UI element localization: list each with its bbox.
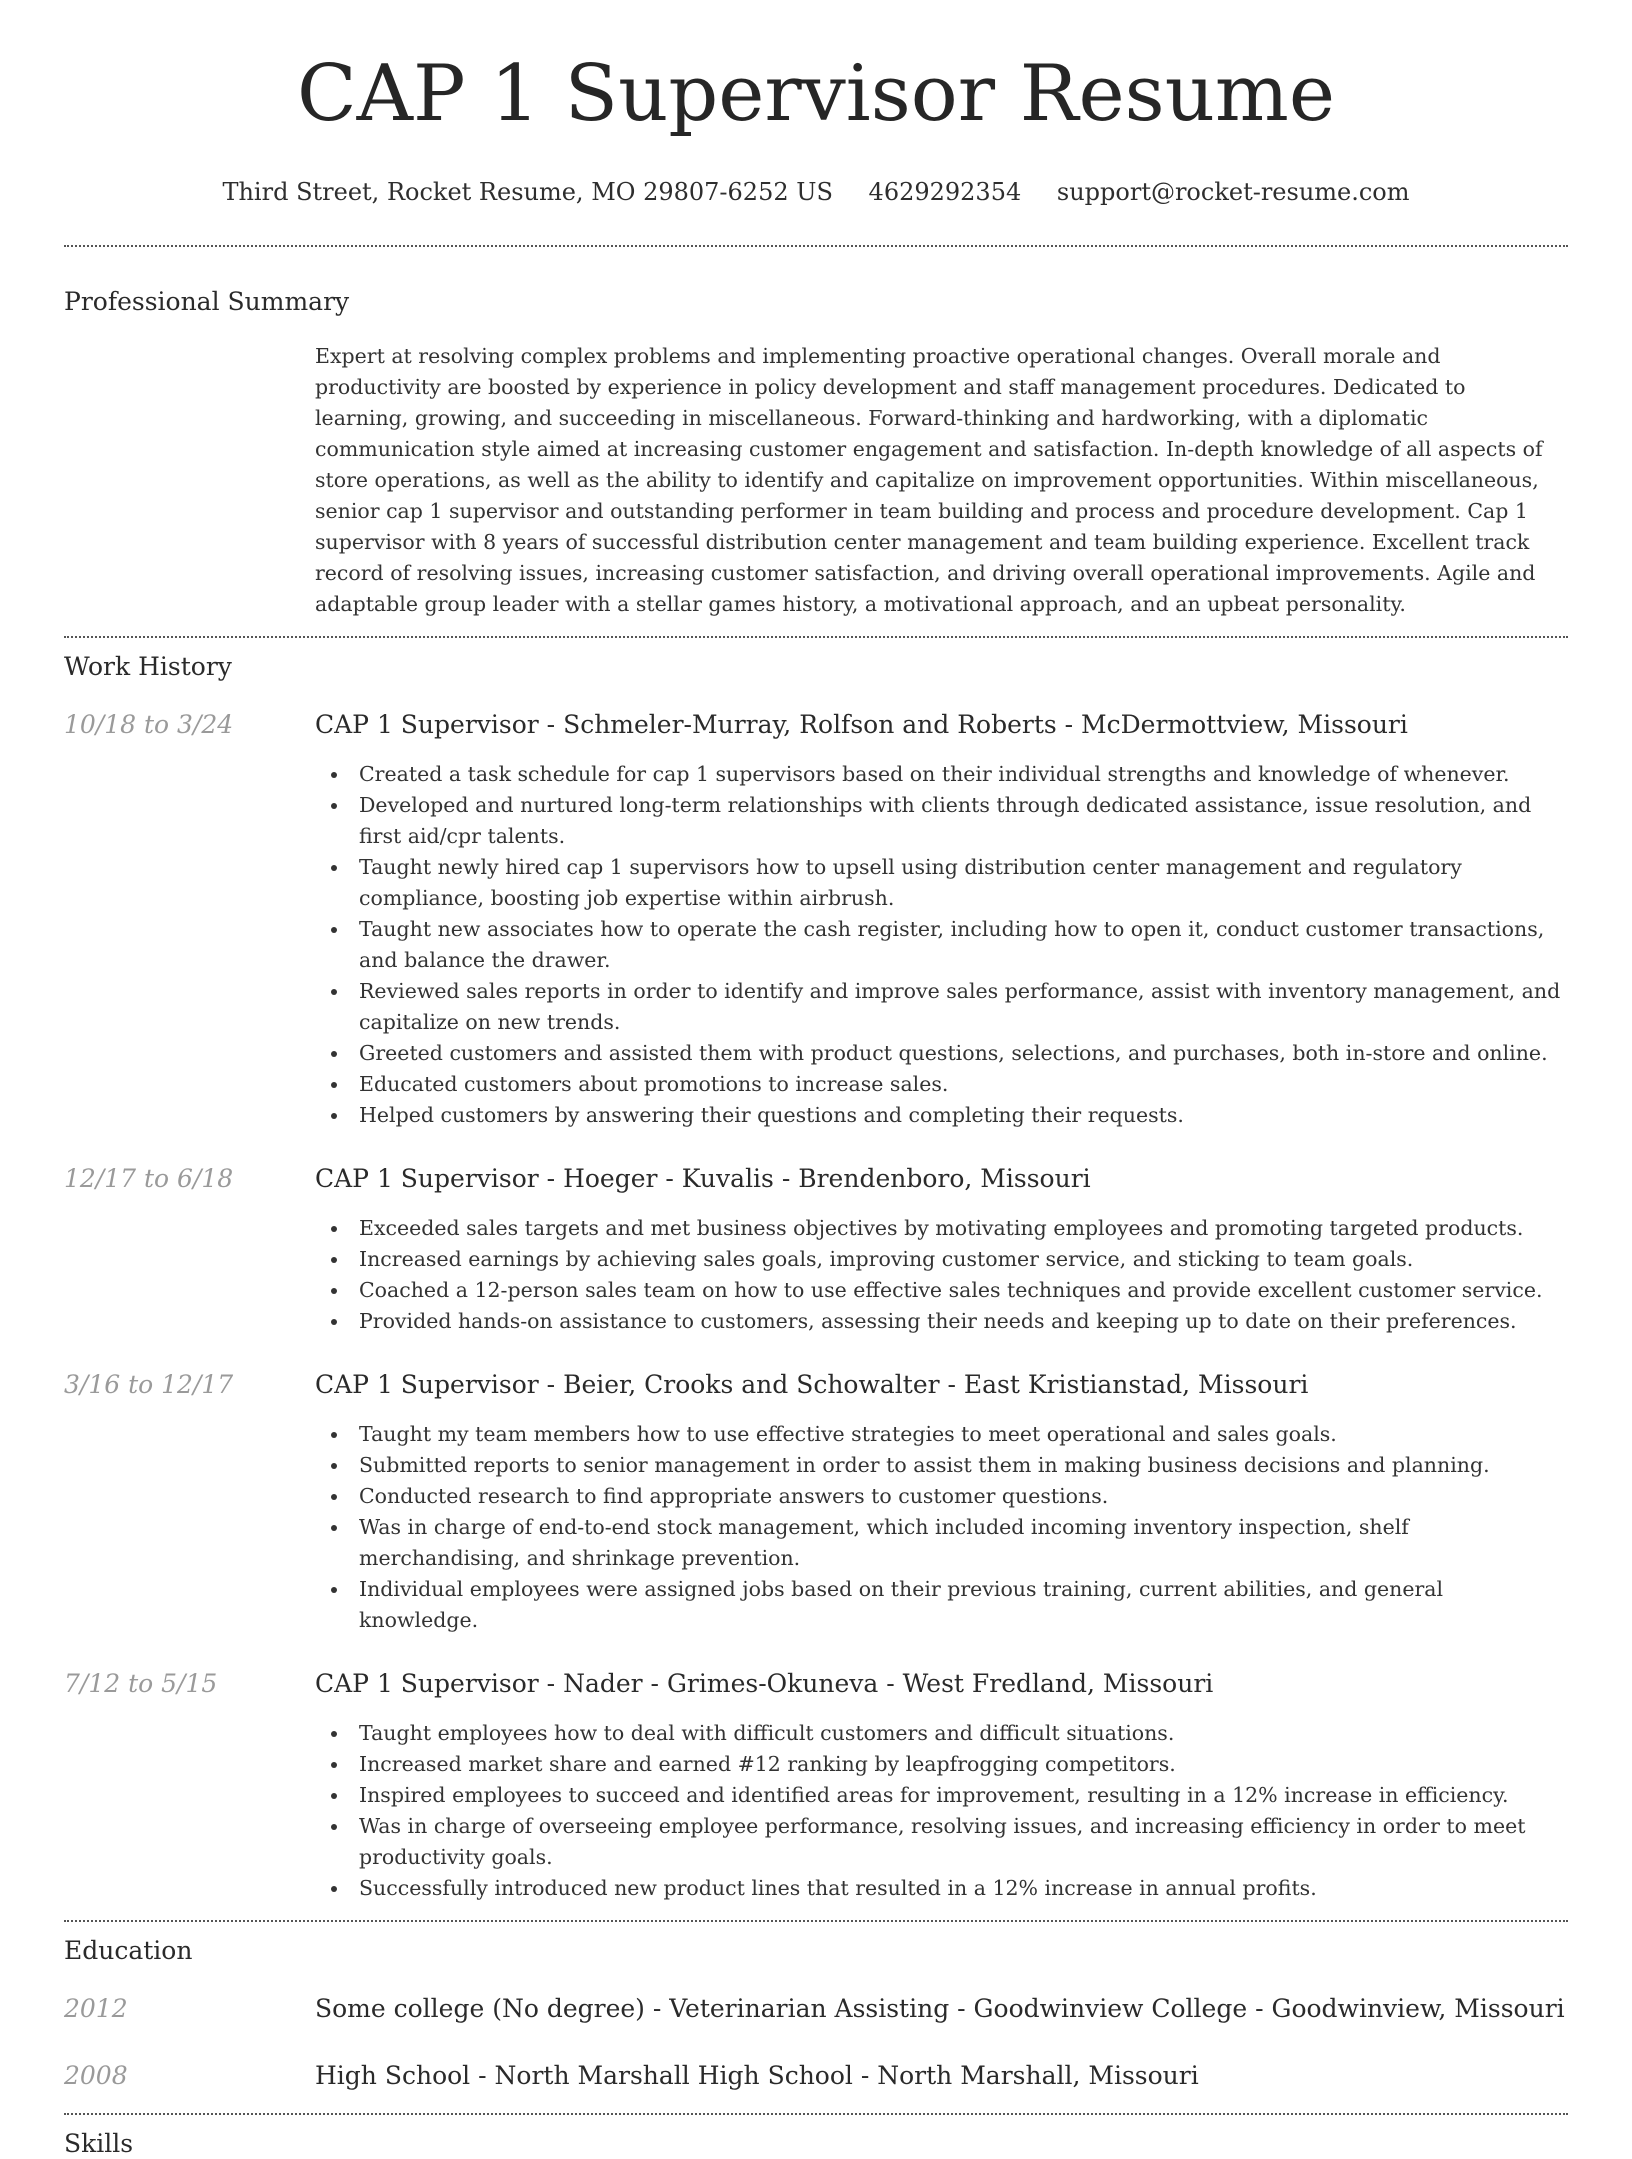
job-entry [0,1669,1632,1904]
list-item: Created a task schedule for cap 1 supervisors based on their individual strengths and knowledge of whenever. [315,759,1565,790]
section-divider [64,1920,1568,1922]
contact-email: support@rocket-resume.com [1056,177,1410,206]
job-entry [0,710,1632,1131]
list-item: Greeted customers and assisted them with product questions, selections, and purchases, both in-store and online. [315,1038,1565,1069]
job-date: 7/12 to 5/15 [64,1668,218,1698]
job-bullets [315,1419,1565,1636]
resume-title: CAP 1 Supervisor Resume [296,49,1336,139]
education-heading: Education [64,1935,193,1965]
list-item: Taught employees how to deal with difficult customers and difficult situations. [315,1718,1565,1749]
list-item: Inspired employees to succeed and identified areas for improvement, resulting in a 12% increase in efficiency. [315,1780,1565,1811]
job-title: CAP 1 Supervisor - Nader - Grimes-Okuneva - West Fredland, Missouri [315,1668,1214,1698]
job-date: 10/18 to 3/24 [64,709,234,739]
list-item: Taught newly hired cap 1 supervisors how to upsell using distribution center management and regulatory compliance, boosting job expertise within airbrush. [315,852,1565,914]
list-item: Conducted research to find appropriate answers to customer questions. [315,1481,1565,1512]
job-bullets [315,1213,1565,1337]
job-entry [0,1370,1632,1636]
list-item: Reviewed sales reports in order to identify and improve sales performance, assist with inventory management, and capitalize on new trends. [315,976,1565,1038]
job-bullets [315,759,1565,1131]
list-item: Successfully introduced new product lines that resulted in a 12% increase in annual profits. [315,1873,1565,1904]
contact-address: Third Street, Rocket Resume, MO 29807-6252 US [222,177,833,206]
section-divider [64,245,1568,247]
list-item: Was in charge of overseeing employee performance, resolving issues, and increasing efficiency in order to meet productivity goals. [315,1811,1565,1873]
job-entry [0,1164,1632,1337]
list-item: Submitted reports to senior management in order to assist them in making business decisions and planning. [315,1450,1565,1481]
section-divider [64,2113,1568,2115]
list-item: Was in charge of end-to-end stock management, which included incoming inventory inspection, shelf merchandising, and shrinkage prevention. [315,1512,1565,1574]
job-title: CAP 1 Supervisor - Hoeger - Kuvalis - Brendenboro, Missouri [315,1163,1091,1193]
education-entry [0,2061,1632,2091]
job-title: CAP 1 Supervisor - Schmeler-Murray, Rolfson and Roberts - McDermottview, Missouri [315,709,1408,739]
list-item: Educated customers about promotions to increase sales. [315,1069,1565,1100]
list-item: Developed and nurtured long-term relationships with clients through dedicated assistance, issue resolution, and first aid/cpr talents. [315,790,1565,852]
job-date: 12/17 to 6/18 [64,1163,234,1193]
summary-heading: Professional Summary [64,286,350,316]
list-item: Individual employees were assigned jobs based on their previous training, current abilities, and general knowledge. [315,1574,1565,1636]
skills-heading: Skills [64,2128,134,2158]
job-bullets [315,1718,1565,1904]
education-date: 2008 [64,2060,128,2090]
education-title: High School - North Marshall High School - North Marshall, Missouri [315,2060,1199,2090]
education-title: Some college (No degree) - Veterinarian Assisting - Goodwinview College - Goodwinview, Missouri [315,1993,1565,2023]
education-entry [0,1994,1632,2024]
job-date: 3/16 to 12/17 [64,1369,234,1399]
list-item: Taught my team members how to use effective strategies to meet operational and sales goals. [315,1419,1565,1450]
summary-text: Expert at resolving complex problems and implementing proactive operational changes. Overall morale and productivity are boosted by experience in policy development and staff management procedures. Dedicated to learning, growing, and succeeding in miscellaneous. Forward-thinking and hardworking, with a diplomatic communication style aimed at increasing customer engagement and satisfaction. In-depth knowledge of all aspects of store operations, as well as the ability to identify and capitalize on improvement opportunities. Within miscellaneous, senior cap 1 supervisor and outstanding performer in team building and process and procedure development. Cap 1 supervisor with 8 years of successful distribution center management and team building experience. Excellent track record of resolving issues, increasing customer satisfaction, and driving overall operational improvements. Agile and adaptable group leader with a stellar games history, a motivational approach, and an upbeat personality. [315,343,1543,616]
list-item: Provided hands-on assistance to customers, assessing their needs and keeping up to date on their preferences. [315,1306,1565,1337]
contact-phone: 4629292354 [868,177,1022,206]
list-item: Coached a 12-person sales team on how to use effective sales techniques and provide excellent customer service. [315,1275,1565,1306]
work-history-heading: Work History [64,651,232,681]
section-divider [64,636,1568,638]
job-title: CAP 1 Supervisor - Beier, Crooks and Schowalter - East Kristianstad, Missouri [315,1369,1309,1399]
list-item: Taught new associates how to operate the cash register, including how to open it, conduct customer transactions, and balance the drawer. [315,914,1565,976]
list-item: Increased earnings by achieving sales goals, improving customer service, and sticking to team goals. [315,1244,1565,1275]
list-item: Exceeded sales targets and met business objectives by motivating employees and promoting targeted products. [315,1213,1565,1244]
contact-line [0,178,1632,207]
list-item: Increased market share and earned #12 ranking by leapfrogging competitors. [315,1749,1565,1780]
education-date: 2012 [64,1993,128,2023]
list-item: Helped customers by answering their questions and completing their requests. [315,1100,1565,1131]
